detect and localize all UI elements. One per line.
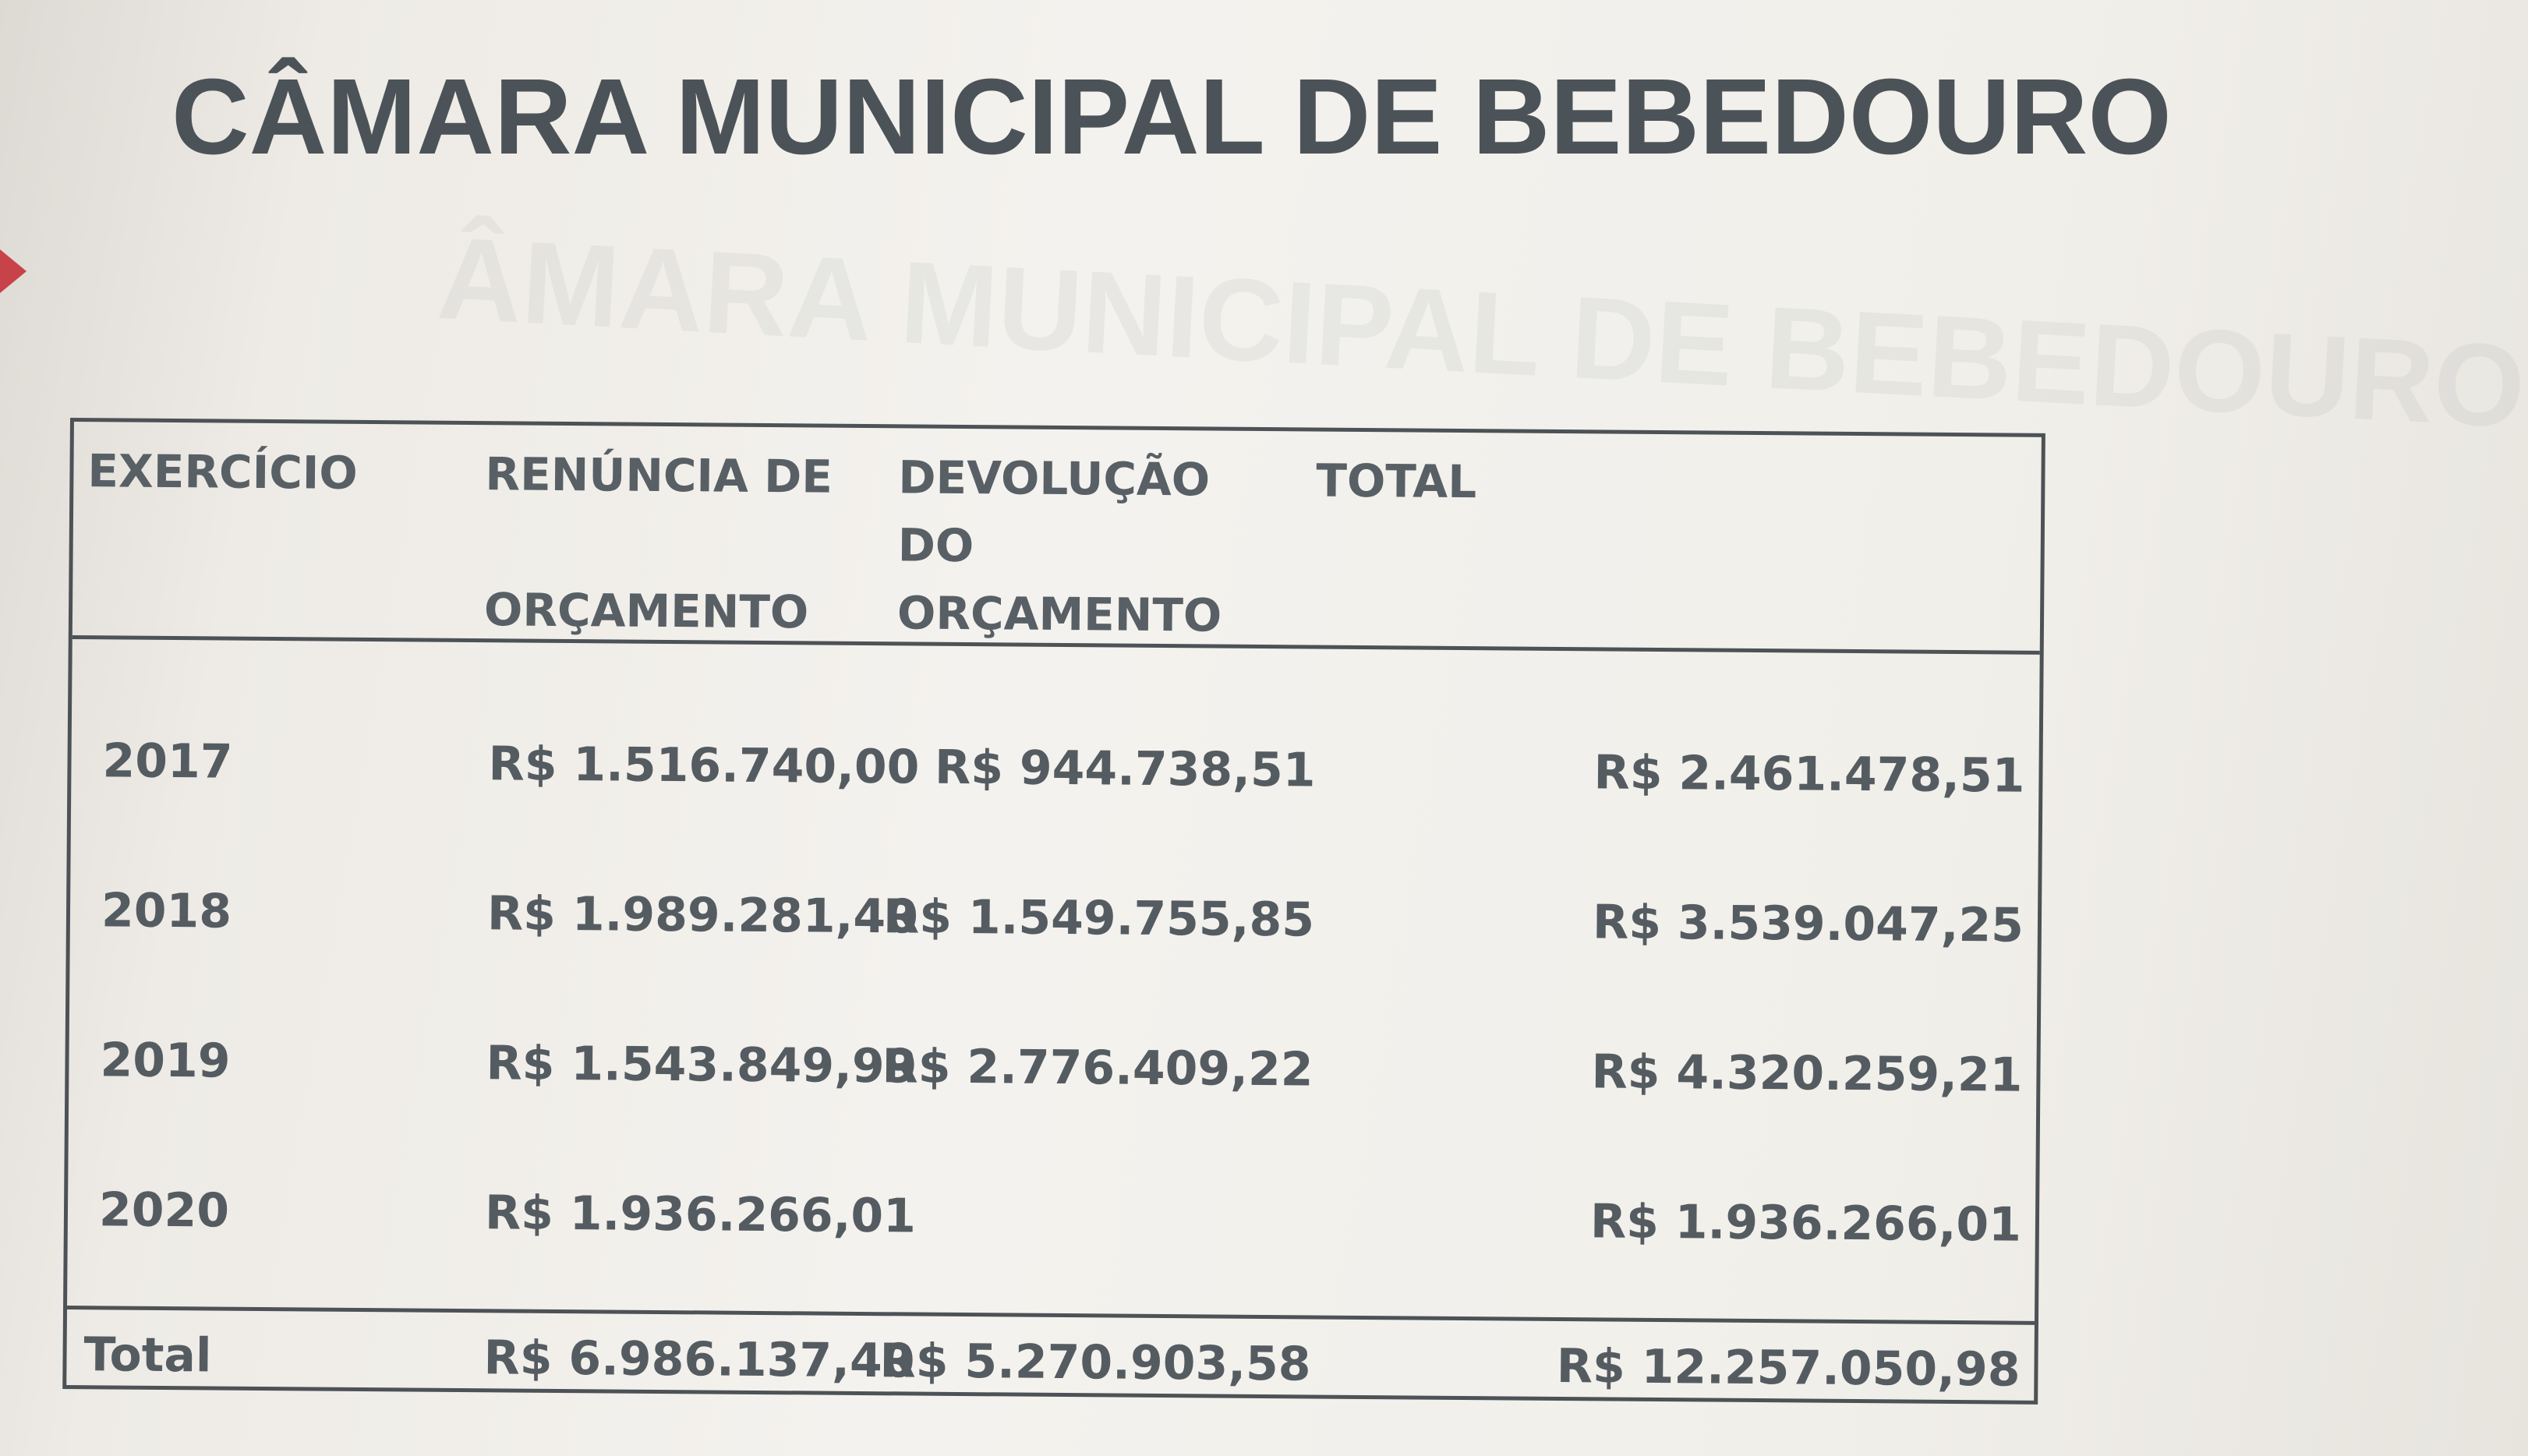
page-title: CÂMARA MUNICIPAL DE BEBEDOURO (171, 57, 2172, 177)
row-2017-total: R$ 2.461.478,51 (1593, 745, 2025, 804)
header-devolucao-line2: DO (897, 518, 974, 573)
bleed-through-watermark: ÂMARA MUNICIPAL DE BEBEDOURO (434, 211, 2528, 453)
row-2017-renuncia: R$ 1.516.740,00 (488, 737, 920, 795)
totals-renuncia: R$ 6.986.137,40 (483, 1331, 915, 1389)
row-2020-total: R$ 1.936.266,01 (1589, 1194, 2022, 1253)
red-corner-mark (0, 249, 27, 293)
header-devolucao-line3: ORÇAMENTO (896, 586, 1222, 642)
totals-total: R$ 12.257.050,98 (1556, 1339, 2021, 1398)
row-2018-devolucao: R$ 1.549.755,85 (882, 889, 1315, 948)
row-2017-devolucao: R$ 944.738,51 (934, 740, 1316, 798)
row-2019-total: R$ 4.320.259,21 (1591, 1044, 2023, 1103)
row-2018-total: R$ 3.539.047,25 (1592, 895, 2024, 953)
row-2018-renuncia: R$ 1.989.281,40 (486, 886, 919, 945)
header-renuncia-line2: ORÇAMENTO (483, 583, 809, 639)
header-renuncia-line1: RENÚNCIA DE (485, 447, 833, 504)
totals-separator (67, 1306, 2035, 1325)
row-2017-year: 2017 (102, 733, 233, 790)
row-2019-renuncia: R$ 1.543.849,99 (486, 1036, 918, 1094)
totals-devolucao: R$ 5.270.903,58 (879, 1334, 1311, 1392)
row-2019-year: 2019 (100, 1033, 231, 1089)
header-exercicio: EXERCÍCIO (87, 444, 358, 500)
header-devolucao-line1: DEVOLUÇÃO (898, 451, 1211, 507)
totals-label: Total (83, 1327, 212, 1384)
row-2019-devolucao: R$ 2.776.409,22 (882, 1039, 1313, 1097)
budget-table (62, 418, 2045, 1405)
row-2018-year: 2018 (101, 883, 232, 939)
row-2020-year: 2020 (98, 1182, 230, 1239)
row-2020-renuncia: R$ 1.936.266,01 (484, 1186, 917, 1244)
header-total: TOTAL (1316, 454, 1477, 509)
